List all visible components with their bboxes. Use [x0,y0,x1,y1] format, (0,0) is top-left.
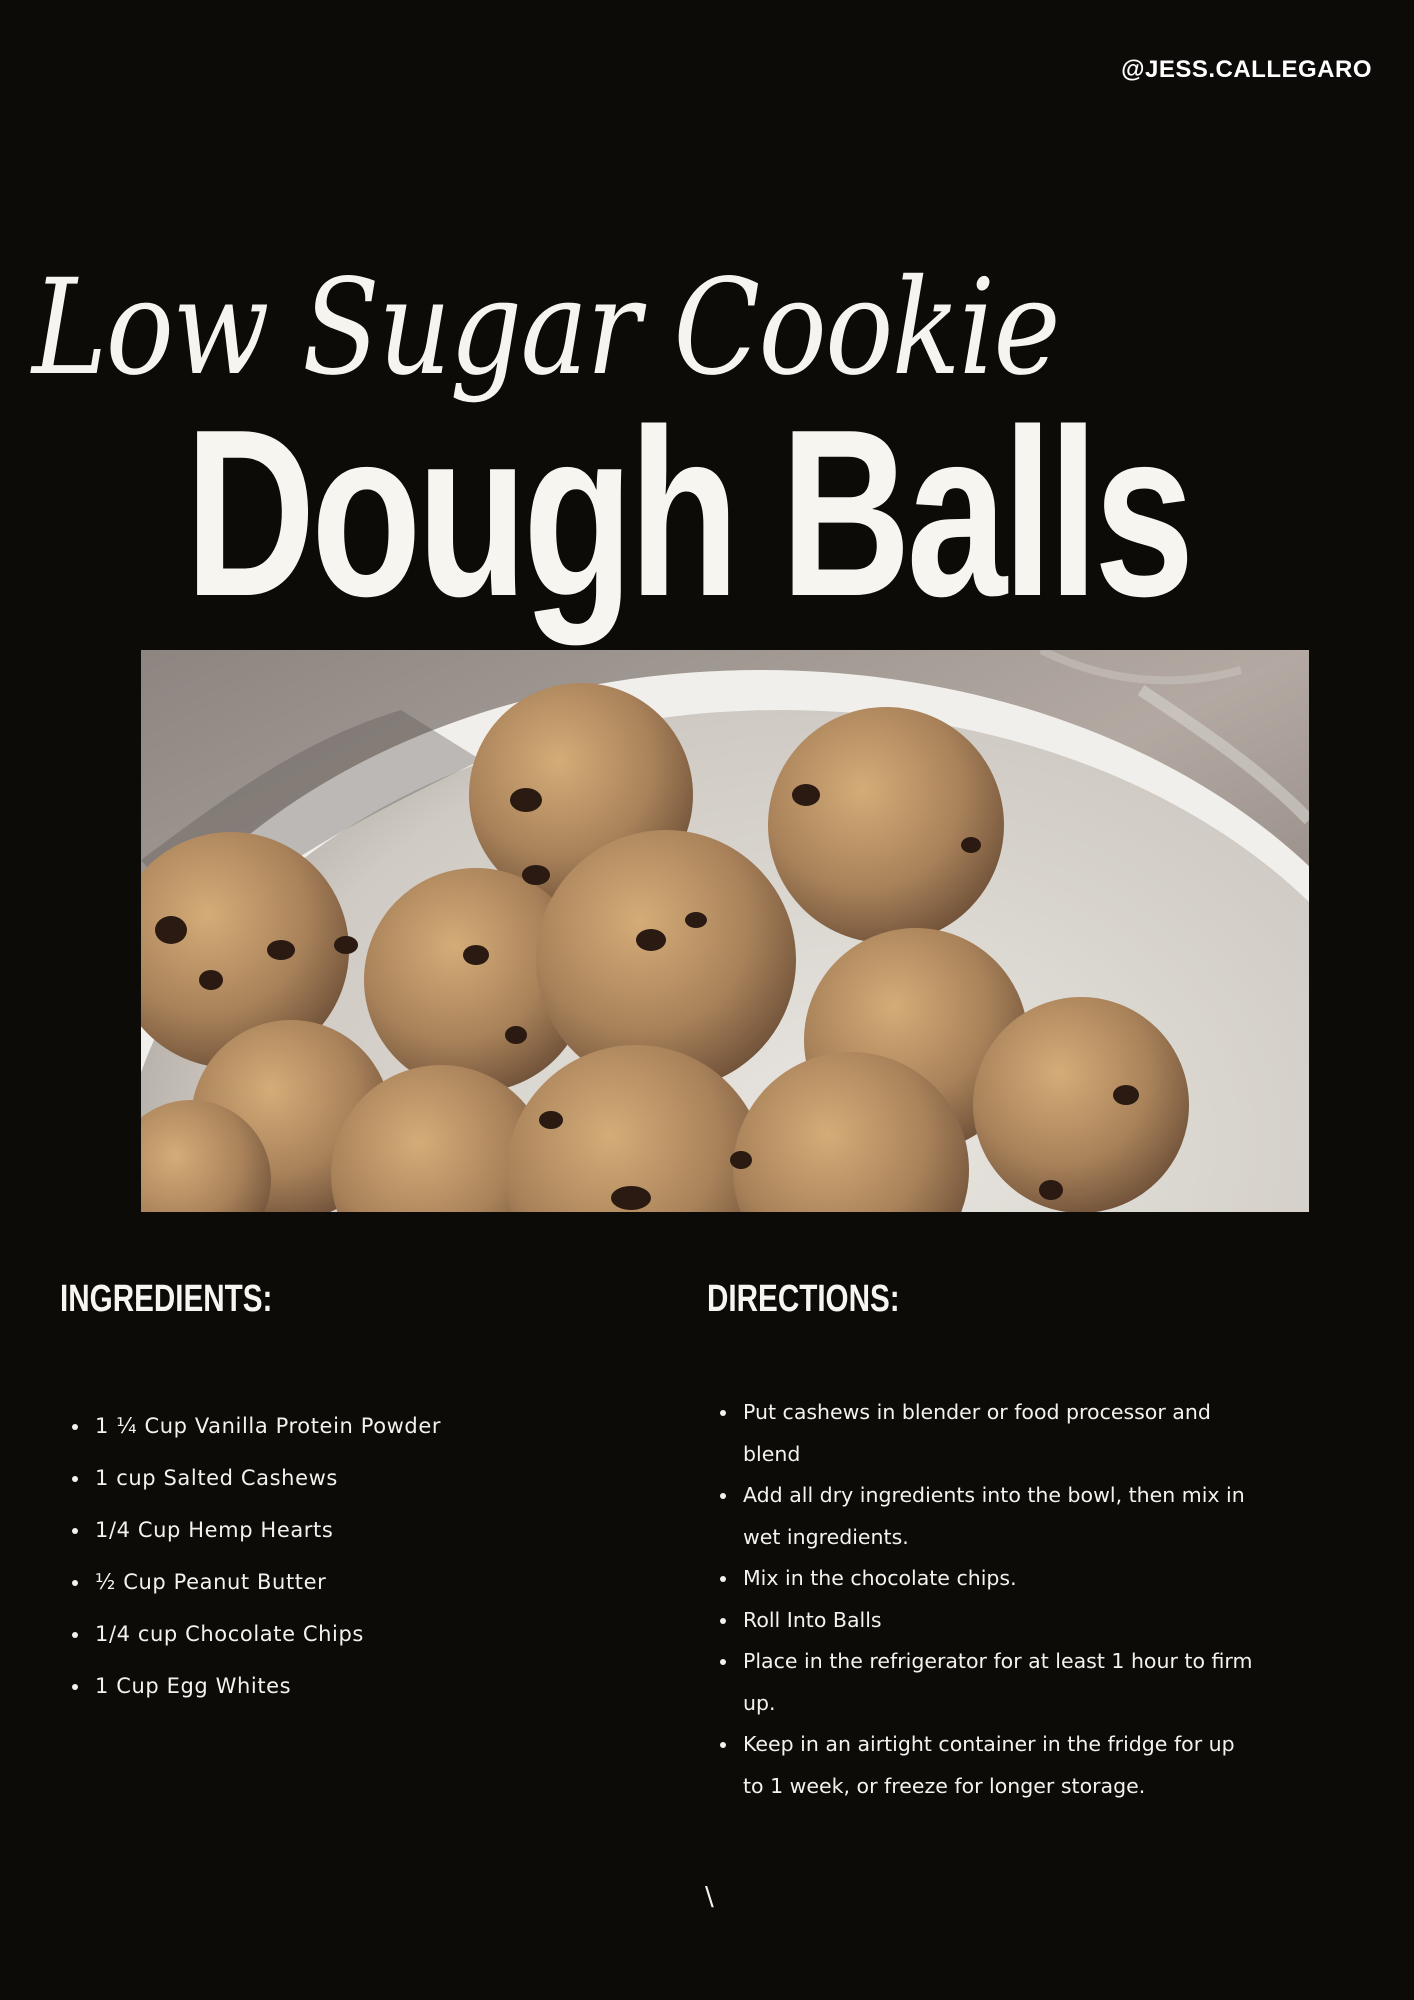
directions-heading: DIRECTIONS: [707,1278,900,1320]
directions-list [718,1392,1258,1807]
cookie-dough-balls-photo [141,650,1309,1212]
ingredients-heading: INGREDIENTS: [60,1278,273,1320]
author-handle: @JESS.CALLEGARO [1121,56,1372,83]
list-item: Put cashews in blender or food processor and blend [718,1392,1258,1475]
list-item: 1/4 cup Chocolate Chips [70,1612,630,1664]
list-item: 1/4 Cup Hemp Hearts [70,1508,630,1560]
list-item: Add all dry ingredients into the bowl, then mix in wet ingredients. [718,1475,1258,1558]
list-item: ½ Cup Peanut Butter [70,1560,630,1612]
list-item: Place in the refrigerator for at least 1 hour to firm up. [718,1641,1258,1724]
main-title: Dough Balls [185,381,1191,646]
script-title: Low Sugar Cookie [32,251,1059,405]
ingredients-list [70,1404,630,1716]
list-item: Keep in an airtight container in the fridge for up to 1 week, or freeze for longer storage. [718,1724,1258,1807]
list-item: 1 Cup Egg Whites [70,1664,630,1716]
list-item: Roll Into Balls [718,1600,1258,1642]
list-item: 1 cup Salted Cashews [70,1456,630,1508]
footer-mark: \ [705,1882,714,1912]
list-item: 1 ¼ Cup Vanilla Protein Powder [70,1404,630,1456]
list-item: Mix in the chocolate chips. [718,1558,1258,1600]
